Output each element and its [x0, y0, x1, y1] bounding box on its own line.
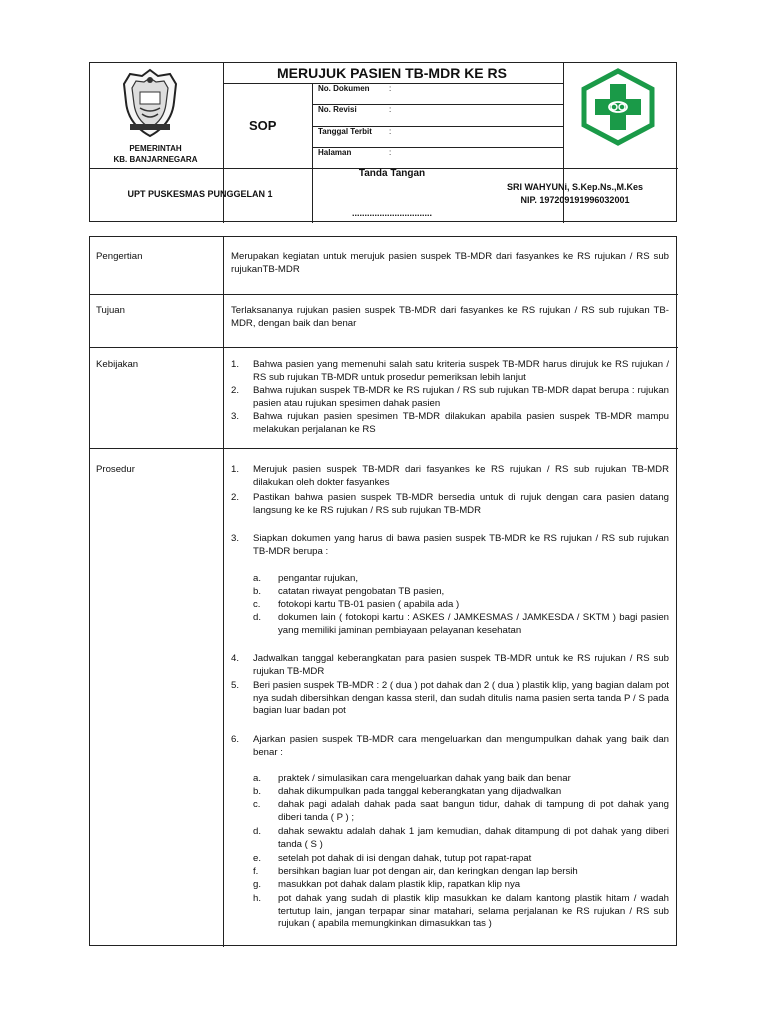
list-number: 3. [231, 533, 240, 544]
list-number: 2. [231, 385, 240, 396]
meta-label-revision: No. Revisi [318, 105, 357, 114]
section-label-tujuan: Tujuan [96, 305, 125, 316]
document-item: pengantar rujukan, [278, 573, 359, 584]
document-item: catatan riwayat pengobatan TB pasien, [278, 586, 445, 597]
sputum-step: praktek / simulasikan cara mengeluarkan dahak yang baik dan benar [278, 773, 571, 784]
sop-label: SOP [249, 118, 277, 133]
document-item: dokumen lain ( fotokopi kartu : ASKES / JAMKESMAS / JAMKESDA / SKTM ) bagi pasien yang memiliki jaminan pembiayaan pelayanan kesehatan [278, 612, 669, 636]
list-number: 4. [231, 653, 240, 664]
section-label-kebijakan: Kebijakan [96, 359, 139, 370]
list-number: 6. [231, 734, 240, 745]
list-number: 3. [231, 411, 240, 422]
sub-letter: d. [253, 826, 262, 837]
sputum-step: masukkan pot dahak dalam plastik klip, rapatkan klip nya [278, 879, 521, 890]
section-text-pengertian: Merupakan kegiatan untuk merujuk pasien suspek TB-MDR dari fasyankes ke RS rujukan / RS sub rujukanTB-MDR [231, 251, 669, 275]
sub-letter: b. [253, 786, 262, 797]
official-name: SRI WAHYUNi, S.Kep.Ns.,M.Kes [506, 182, 644, 192]
document-title: MERUJUK PASIEN TB-MDR KE RS [277, 65, 507, 81]
section-label-pengertian: Pengertian [96, 251, 143, 262]
meta-label-page: Halaman [318, 148, 352, 157]
meta-label-doc-number: No. Dokumen [318, 84, 370, 93]
sub-letter: a. [253, 773, 262, 784]
procedure-step: Merujuk pasien suspek TB-MDR dari fasyankes ke RS rujukan / RS sub rujukan TB-MDR dilakukan oleh dokter fasyankes [253, 464, 669, 488]
list-number: 5. [231, 680, 240, 691]
unit-name: UPT PUSKESMAS PUNGGELAN 1 [127, 189, 273, 199]
sputum-step: dahak pagi adalah dahak pada saat bangun tidur, dahak di tampung di pot dahak yang diberi tanda ( P ) ; [278, 799, 669, 823]
policy-item: Bahwa pasien yang memenuhi salah satu kriteria suspek TB-MDR harus dirujuk ke RS rujukan / RS sub rujukan TB-MDR untuk prosedur pemeriksan lebih lanjut [253, 359, 669, 383]
procedure-step: Ajarkan pasien suspek TB-MDR cara mengeluarkan dan mengumpulkan dahak yang baik dan benar : [253, 734, 669, 758]
meta-colon: : [389, 105, 392, 114]
sputum-step: pot dahak yang sudah di plastik klip masukkan ke dalam kantong plastik hitam / wadah tertutup lain, jangan terpapar sinar matahari, selama perjalanan ke RS rujukan / RS sub rujukan ( apabila memungkinkan dimasukkan tas ) [278, 893, 669, 930]
sub-letter: b. [253, 586, 262, 597]
sub-letter: c. [253, 599, 261, 610]
procedure-step: Pastikan bahwa pasien suspek TB-MDR bersedia untuk di rujuk dengan cara pasien datang langsung ke ke RS rujukan / RS sub rujukan TB-MDR [253, 492, 669, 516]
document-item: fotokopi kartu TB-01 pasien ( apabila ada ) [278, 599, 460, 610]
meta-colon: : [389, 127, 392, 136]
sub-letter: f. [253, 866, 259, 877]
sub-letter: a. [253, 573, 262, 584]
policy-item: Bahwa rujukan suspek TB-MDR ke RS rujukan / RS sub rujukan TB-MDR dapat berupa : rujukan pasien atau rujukan spesimen dahak pasien [253, 385, 669, 409]
sub-letter: d. [253, 612, 262, 623]
list-number: 1. [231, 359, 240, 370]
list-number: 1. [231, 464, 240, 475]
procedure-step: Beri pasien suspek TB-MDR : 2 ( dua ) pot dahak dan 2 ( dua ) plastik klip, yang bagian dalam pot nya sudah dibersihkan dengan kassa steril, dan sudah ditulis nama pasien serta tanda P / S pada bagian luar badan pot [253, 680, 669, 717]
puskesmas-logo-icon [578, 68, 658, 146]
org-line-1: PEMERINTAH [129, 144, 182, 153]
official-nip: NIP. 197209191996032001 [520, 195, 630, 205]
procedure-step: Siapkan dokumen yang harus di bawa pasien suspek TB-MDR ke RS rujukan / RS sub rujukan TB-MDR berupa : [253, 533, 669, 557]
list-number: 2. [231, 492, 240, 503]
signature-label: Tanda Tangan [358, 168, 426, 179]
sub-letter: h. [253, 893, 262, 904]
signature-line: ................................ [351, 208, 432, 218]
sputum-step: dahak sewaktu adalah dahak 1 jam kemudian, dahak ditampung di pot dahak yang diberi tanda ( S ) [278, 826, 669, 850]
sputum-step: setelah pot dahak di isi dengan dahak, tutup pot rapat-rapat [278, 853, 532, 864]
sputum-step: dahak dikumpulkan pada tanggal keberangkatan yang dijadwalkan [278, 786, 562, 797]
section-text-tujuan: Terlaksananya rujukan pasien suspek TB-MDR dari fasyankes ke RS rujukan / RS sub rujukan TB-MDR, dengan baik dan benar [231, 305, 669, 329]
sputum-step: bersihkan bagian luar pot dengan air, dan keringkan dengan lap bersih [278, 866, 578, 877]
policy-item: Bahwa rujukan pasien spesimen TB-MDR dilakukan apabila pasien suspek TB-MDR mampu melakukan perjalanan ke RS [253, 411, 669, 435]
org-name [89, 143, 222, 165]
meta-label-issue-date: Tanggal Terbit [318, 127, 372, 136]
org-line-2: KB. BANJARNEGARA [113, 155, 198, 164]
procedure-step: Jadwalkan tanggal keberangkatan para pasien suspek TB-MDR untuk ke RS rujukan / RS sub rujukan TB-MDR [253, 653, 669, 677]
section-label-prosedur: Prosedur [96, 464, 135, 475]
sub-letter: c. [253, 799, 261, 810]
banjarnegara-emblem-icon [118, 68, 182, 140]
sub-letter: e. [253, 853, 262, 864]
meta-colon: : [389, 84, 392, 93]
meta-colon: : [389, 148, 392, 157]
sub-letter: g. [253, 879, 262, 890]
